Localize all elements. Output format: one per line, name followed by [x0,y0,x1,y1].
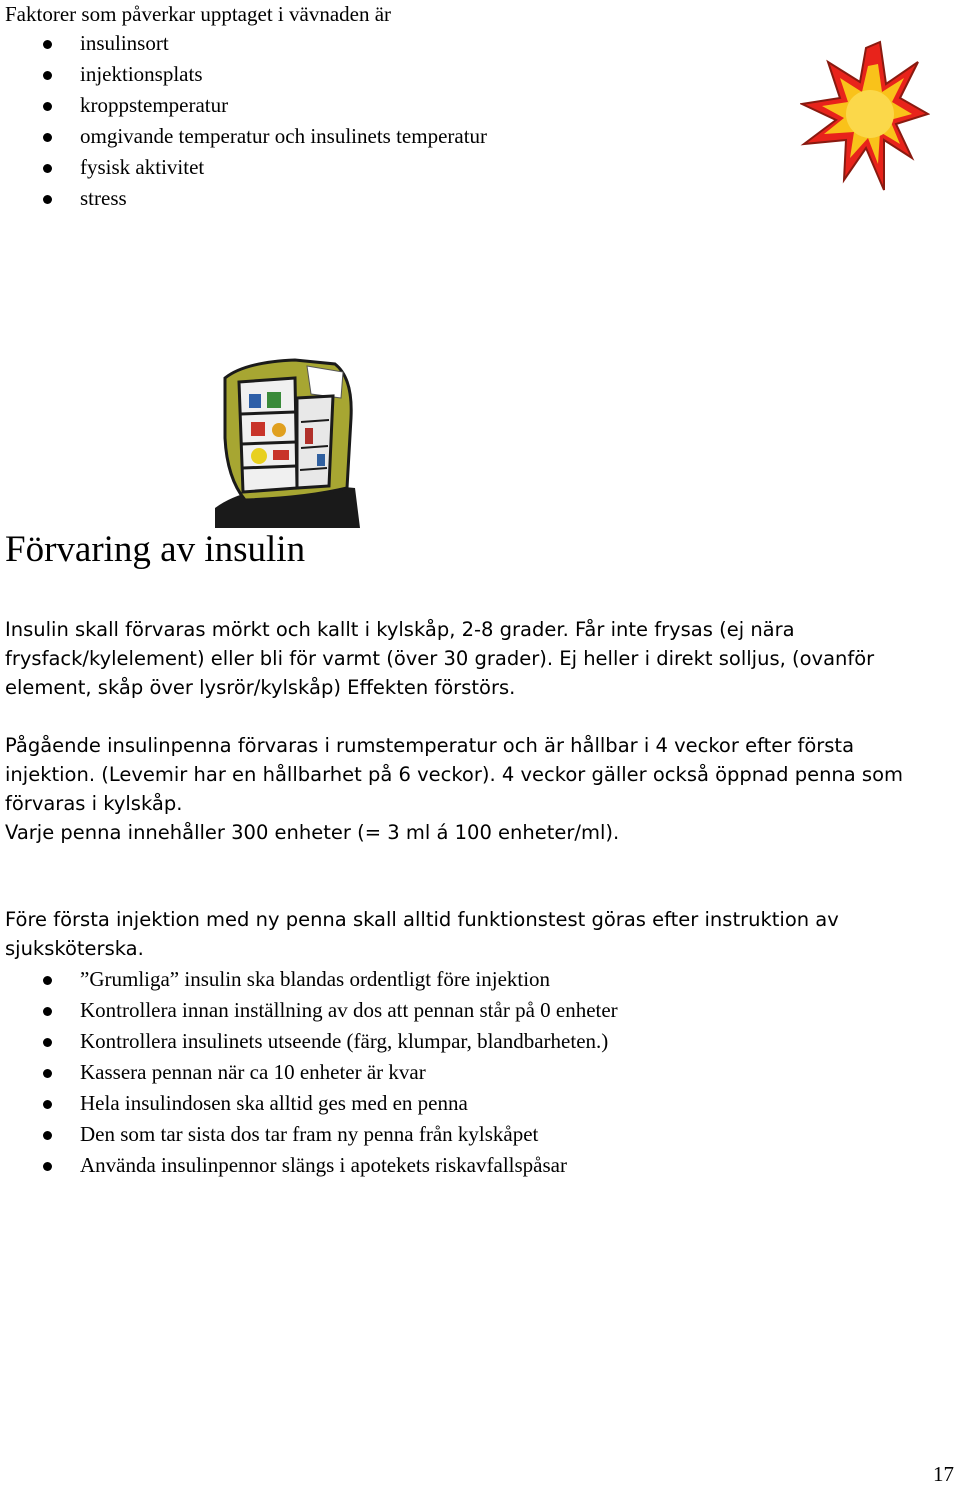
bullet-icon [43,40,52,49]
bullet-icon [43,164,52,173]
bullet-icon [43,102,52,111]
intro-heading: Faktorer som påverkar upptaget i vävnaden är [5,2,392,26]
bullet-icon [43,1007,52,1016]
fridge-icon [215,358,360,528]
bullet-icon [43,1069,52,1078]
storage-paragraph: Insulin skall förvaras mörkt och kallt i kylskåp, 2-8 grader. Får inte frysas (ej nära frysfack/kylelement) eller bli för varmt (över 30 grader). Ej heller i direkt solljus, (ovanför element, skåp över lysrör/kylskåp) Effekten förstörs. [5,618,875,699]
pen-paragraph: Pågående insulinpenna förvaras i rumstemperatur och är hållbar i 4 veckor efter första injektion. (Levemir har en hållbarhet på 6 veckor). 4 veckor gäller också öppnad penna som förvaras i kylskåp. Varje penna innehåller 300 enheter (= 3 ml á 100 enheter/ml). [5,734,904,844]
bullet-icon [43,1100,52,1109]
bullet-icon [43,133,52,142]
bullet-icon [43,1131,52,1140]
test-paragraph: Före första injektion med ny penna skall alltid funktionstest göras efter instruktion av sjuksköterska. [5,908,839,960]
bullet-icon [43,195,52,204]
sun-icon [800,40,930,195]
bullet-icon [43,976,52,985]
section-title: Förvaring av insulin [5,529,306,570]
bullet-icon [43,1162,52,1171]
bullet-icon [43,1038,52,1047]
page-number: 17 [933,1462,954,1486]
bullet-icon [43,71,52,80]
